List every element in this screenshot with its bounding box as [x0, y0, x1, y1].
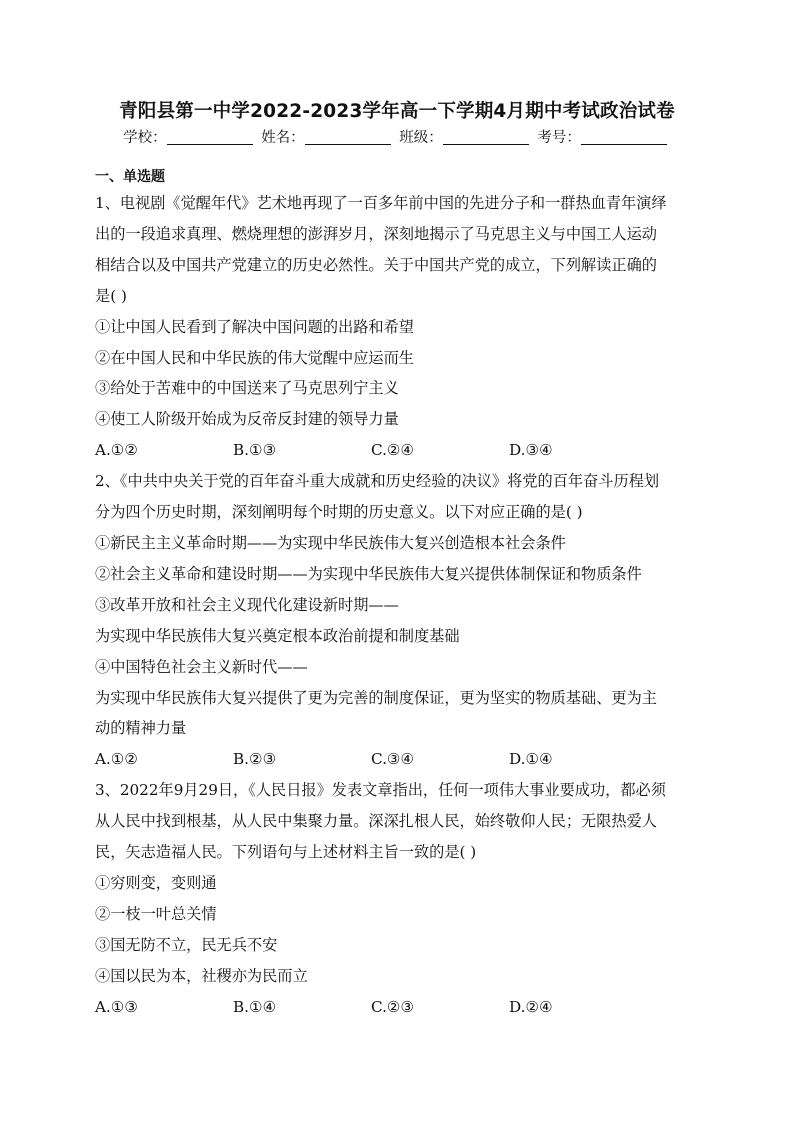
- student-info-row: [0, 126, 794, 147]
- option-c[interactable]: C.③④: [371, 750, 415, 769]
- question-item: ③给处于苦难中的中国送来了马克思列宁主义: [95, 379, 399, 398]
- question-item: 为实现中华民族伟大复兴奠定根本政治前提和制度基础: [95, 626, 460, 645]
- question-item: ①新民主主义革命时期——为实现中华民族伟大复兴创造根本社会条件: [95, 533, 566, 552]
- option-a[interactable]: A.①②: [95, 441, 139, 460]
- option-c[interactable]: C.②③: [371, 997, 415, 1016]
- exam-title: 青阳县第一中学2022-2023学年高一下学期4月期中考试政治试卷: [119, 101, 675, 122]
- question-item: ③国无防不立，民无兵不安: [95, 935, 278, 954]
- question-3: [95, 775, 707, 1022]
- exam-number-blank[interactable]: [581, 128, 667, 145]
- answer-options: [95, 744, 707, 775]
- question-stem-line: 3、2022年9月29日，《人民日报》发表文章指出，任何一项伟大事业要成功，都必须: [95, 781, 666, 800]
- question-stem-line: 出的一段追求真理、燃烧理想的澎湃岁月，深刻地揭示了马克思主义与中国工人运动: [95, 224, 657, 243]
- question-item: ④国以民为本，社稷亦为民而立: [95, 966, 308, 985]
- option-c[interactable]: C.②④: [371, 441, 415, 460]
- question-item: ①穷则变，变则通: [95, 873, 217, 892]
- question-item: ②一枝一叶总关情: [95, 904, 217, 923]
- option-b[interactable]: B.①④: [233, 997, 277, 1016]
- answer-options: [95, 435, 707, 466]
- question-stem-line: 2、《中共中央关于党的百年奋斗重大成就和历史经验的决议》将党的百年奋斗历程划: [95, 472, 660, 491]
- option-a[interactable]: A.①②: [95, 750, 139, 769]
- question-stem-line: 相结合以及中国共产党建立的历史必然性。关于中国共产党的成立，下列解读正确的: [95, 255, 657, 274]
- question-item: ④中国特色社会主义新时代——: [95, 657, 308, 676]
- question-1: [95, 188, 707, 466]
- question-item: ②社会主义革命和建设时期——为实现中华民族伟大复兴提供体制保证和物质条件: [95, 564, 642, 583]
- option-d[interactable]: D.①④: [509, 750, 553, 769]
- question-item: ①让中国人民看到了解决中国问题的出路和希望: [95, 317, 414, 336]
- option-a[interactable]: A.①③: [95, 997, 139, 1016]
- school-blank[interactable]: [167, 128, 253, 145]
- question-item: 动的精神力量: [95, 719, 187, 738]
- option-d[interactable]: D.②④: [509, 997, 553, 1016]
- name-label: 姓名：: [261, 130, 305, 146]
- question-stem-line: 是( ): [95, 286, 127, 305]
- section-title: 一、单选题: [95, 169, 165, 185]
- class-label: 班级：: [399, 130, 443, 146]
- question-stem-line: 分为四个历史时期，深刻阐明每个时期的历史意义。以下对应正确的是( ): [95, 503, 583, 522]
- question-item: ③改革开放和社会主义现代化建设新时期——: [95, 595, 399, 614]
- option-b[interactable]: B.①③: [233, 441, 277, 460]
- exam-number-label: 考号：: [537, 130, 581, 146]
- name-blank[interactable]: [305, 128, 391, 145]
- option-b[interactable]: B.②③: [233, 750, 277, 769]
- school-label: 学校：: [123, 130, 167, 146]
- question-stem-line: 民，矢志造福人民。下列语句与上述材料主旨一致的是( ): [95, 843, 477, 862]
- exam-content: [95, 166, 707, 1022]
- question-item: 为实现中华民族伟大复兴提供了更为完善的制度保证，更为坚实的物质基础、更为主: [95, 688, 657, 707]
- class-blank[interactable]: [443, 128, 529, 145]
- question-item: ②在中国人民和中华民族的伟大觉醒中应运而生: [95, 348, 414, 367]
- question-stem-line: 1、电视剧《觉醒年代》艺术地再现了一百多年前中国的先进分子和一群热血青年演绎: [95, 194, 667, 212]
- question-stem-line: 从人民中找到根基，从人民中集聚力量。深深扎根人民，始终敬仰人民；无限热爱人: [95, 812, 657, 831]
- option-d[interactable]: D.③④: [509, 441, 553, 460]
- question-2: [95, 466, 707, 775]
- answer-options: [95, 992, 707, 1023]
- question-item: ④使工人阶级开始成为反帝反封建的领导力量: [95, 410, 399, 429]
